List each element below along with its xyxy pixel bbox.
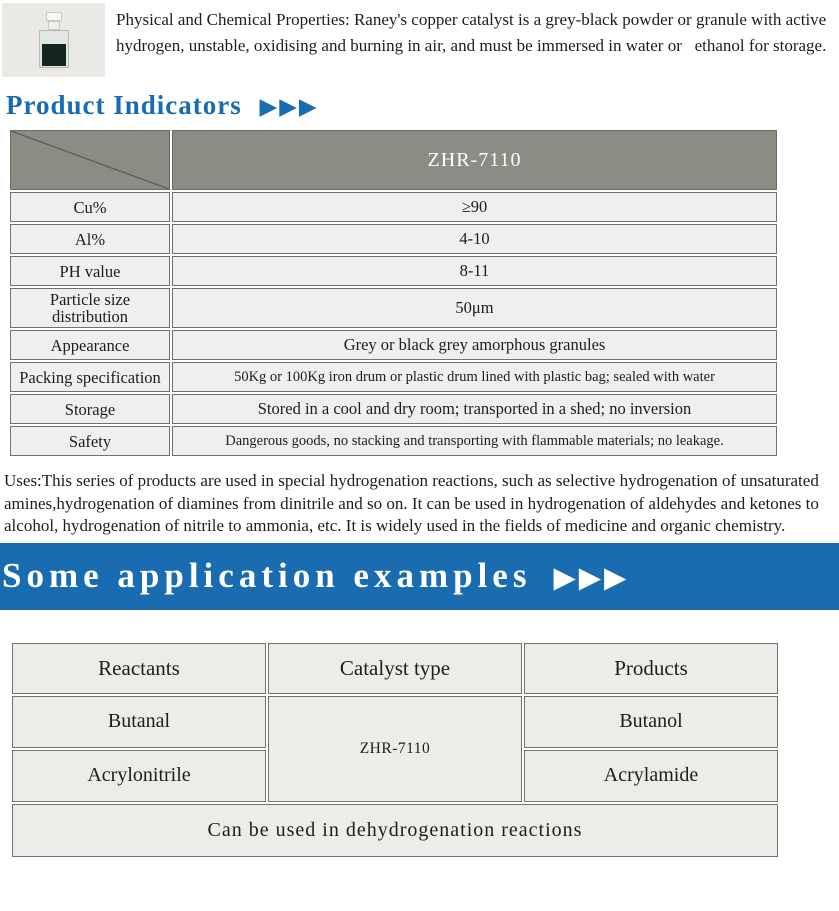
row-label: Appearance [10,330,170,360]
triple-arrow-icon: ▶▶▶ [259,94,319,119]
row-label: Particle size distribution [10,288,170,328]
product-code-header: ZHR-7110 [172,130,777,190]
row-value: Stored in a cool and dry room; transported in a shed; no inversion [172,394,777,424]
section-heading-product-indicators [6,90,839,121]
diagonal-line-icon [11,131,169,189]
table-row-safety [10,426,777,456]
dehydrogenation-note: Can be used in dehydrogenation reactions [12,804,778,857]
product-cell: Butanol [524,696,778,748]
bottle-liquid-icon [42,44,66,66]
row-value: 8-11 [172,256,777,286]
table-row-ph [10,256,777,286]
banner-title: Some application examples [2,556,532,595]
row-label: Cu% [10,192,170,222]
applications-table [10,641,780,859]
product-cell: Acrylamide [524,750,778,802]
row-label: Al% [10,224,170,254]
catalyst-cell: ZHR-7110 [268,696,522,802]
intro-section [0,0,839,77]
reactant-cell: Butanal [12,696,266,748]
applications-header-row [12,643,778,694]
bottle-neck-icon [48,21,60,30]
bottle-cap-icon [46,12,62,21]
row-value: 50Kg or 100Kg iron drum or plastic drum lined with plastic bag; sealed with water [172,362,777,392]
row-label: Storage [10,394,170,424]
indicators-table [8,128,779,458]
row-value: Dangerous goods, no stacking and transporting with flammable materials; no leakage. [172,426,777,456]
row-value: 50μm [172,288,777,328]
applications-banner [0,543,839,610]
header-products: Products [524,643,778,694]
uses-text: Uses:This series of products are used in special hydrogenation reactions, such as selective hydrogenation of unsaturated amines,hydrogenation of diamines from dinitrile and so on. It can be used in hydrogenation of aldehydes and ketones to alcohol, hydrogenation of nitrile to ammonia, etc. It is widely used in the fields of medicine and organic chemistry. [4,471,819,535]
table-row-packing [10,362,777,392]
row-label: Packing specification [10,362,170,392]
table-row-cu [10,192,777,222]
table-row-particle-size [10,288,777,328]
header-catalyst-type: Catalyst type [268,643,522,694]
row-label: Safety [10,426,170,456]
indicators-header-row [10,130,777,190]
section-heading-text: Product Indicators [6,90,242,120]
product-photo [2,3,105,77]
reactant-cell: Acrylonitrile [12,750,266,802]
row-value: Grey or black grey amorphous granules [172,330,777,360]
table-row-storage [10,394,777,424]
triple-arrow-icon: ▶▶▶ [553,561,630,594]
table-footer-row [12,804,778,857]
table-row-al [10,224,777,254]
diagonal-header-cell [10,130,170,190]
table-row-appearance [10,330,777,360]
row-value: ≥90 [172,192,777,222]
physical-properties-text: Physical and Chemical Properties: Raney's copper catalyst is a grey-black powder or granule with active hydrogen, unstable, oxidising and burning in air, and must be immersed in water or ethanol for storage. [116,10,831,55]
header-reactants: Reactants [12,643,266,694]
row-label: PH value [10,256,170,286]
table-row-butanal [12,696,778,748]
row-value: 4-10 [172,224,777,254]
